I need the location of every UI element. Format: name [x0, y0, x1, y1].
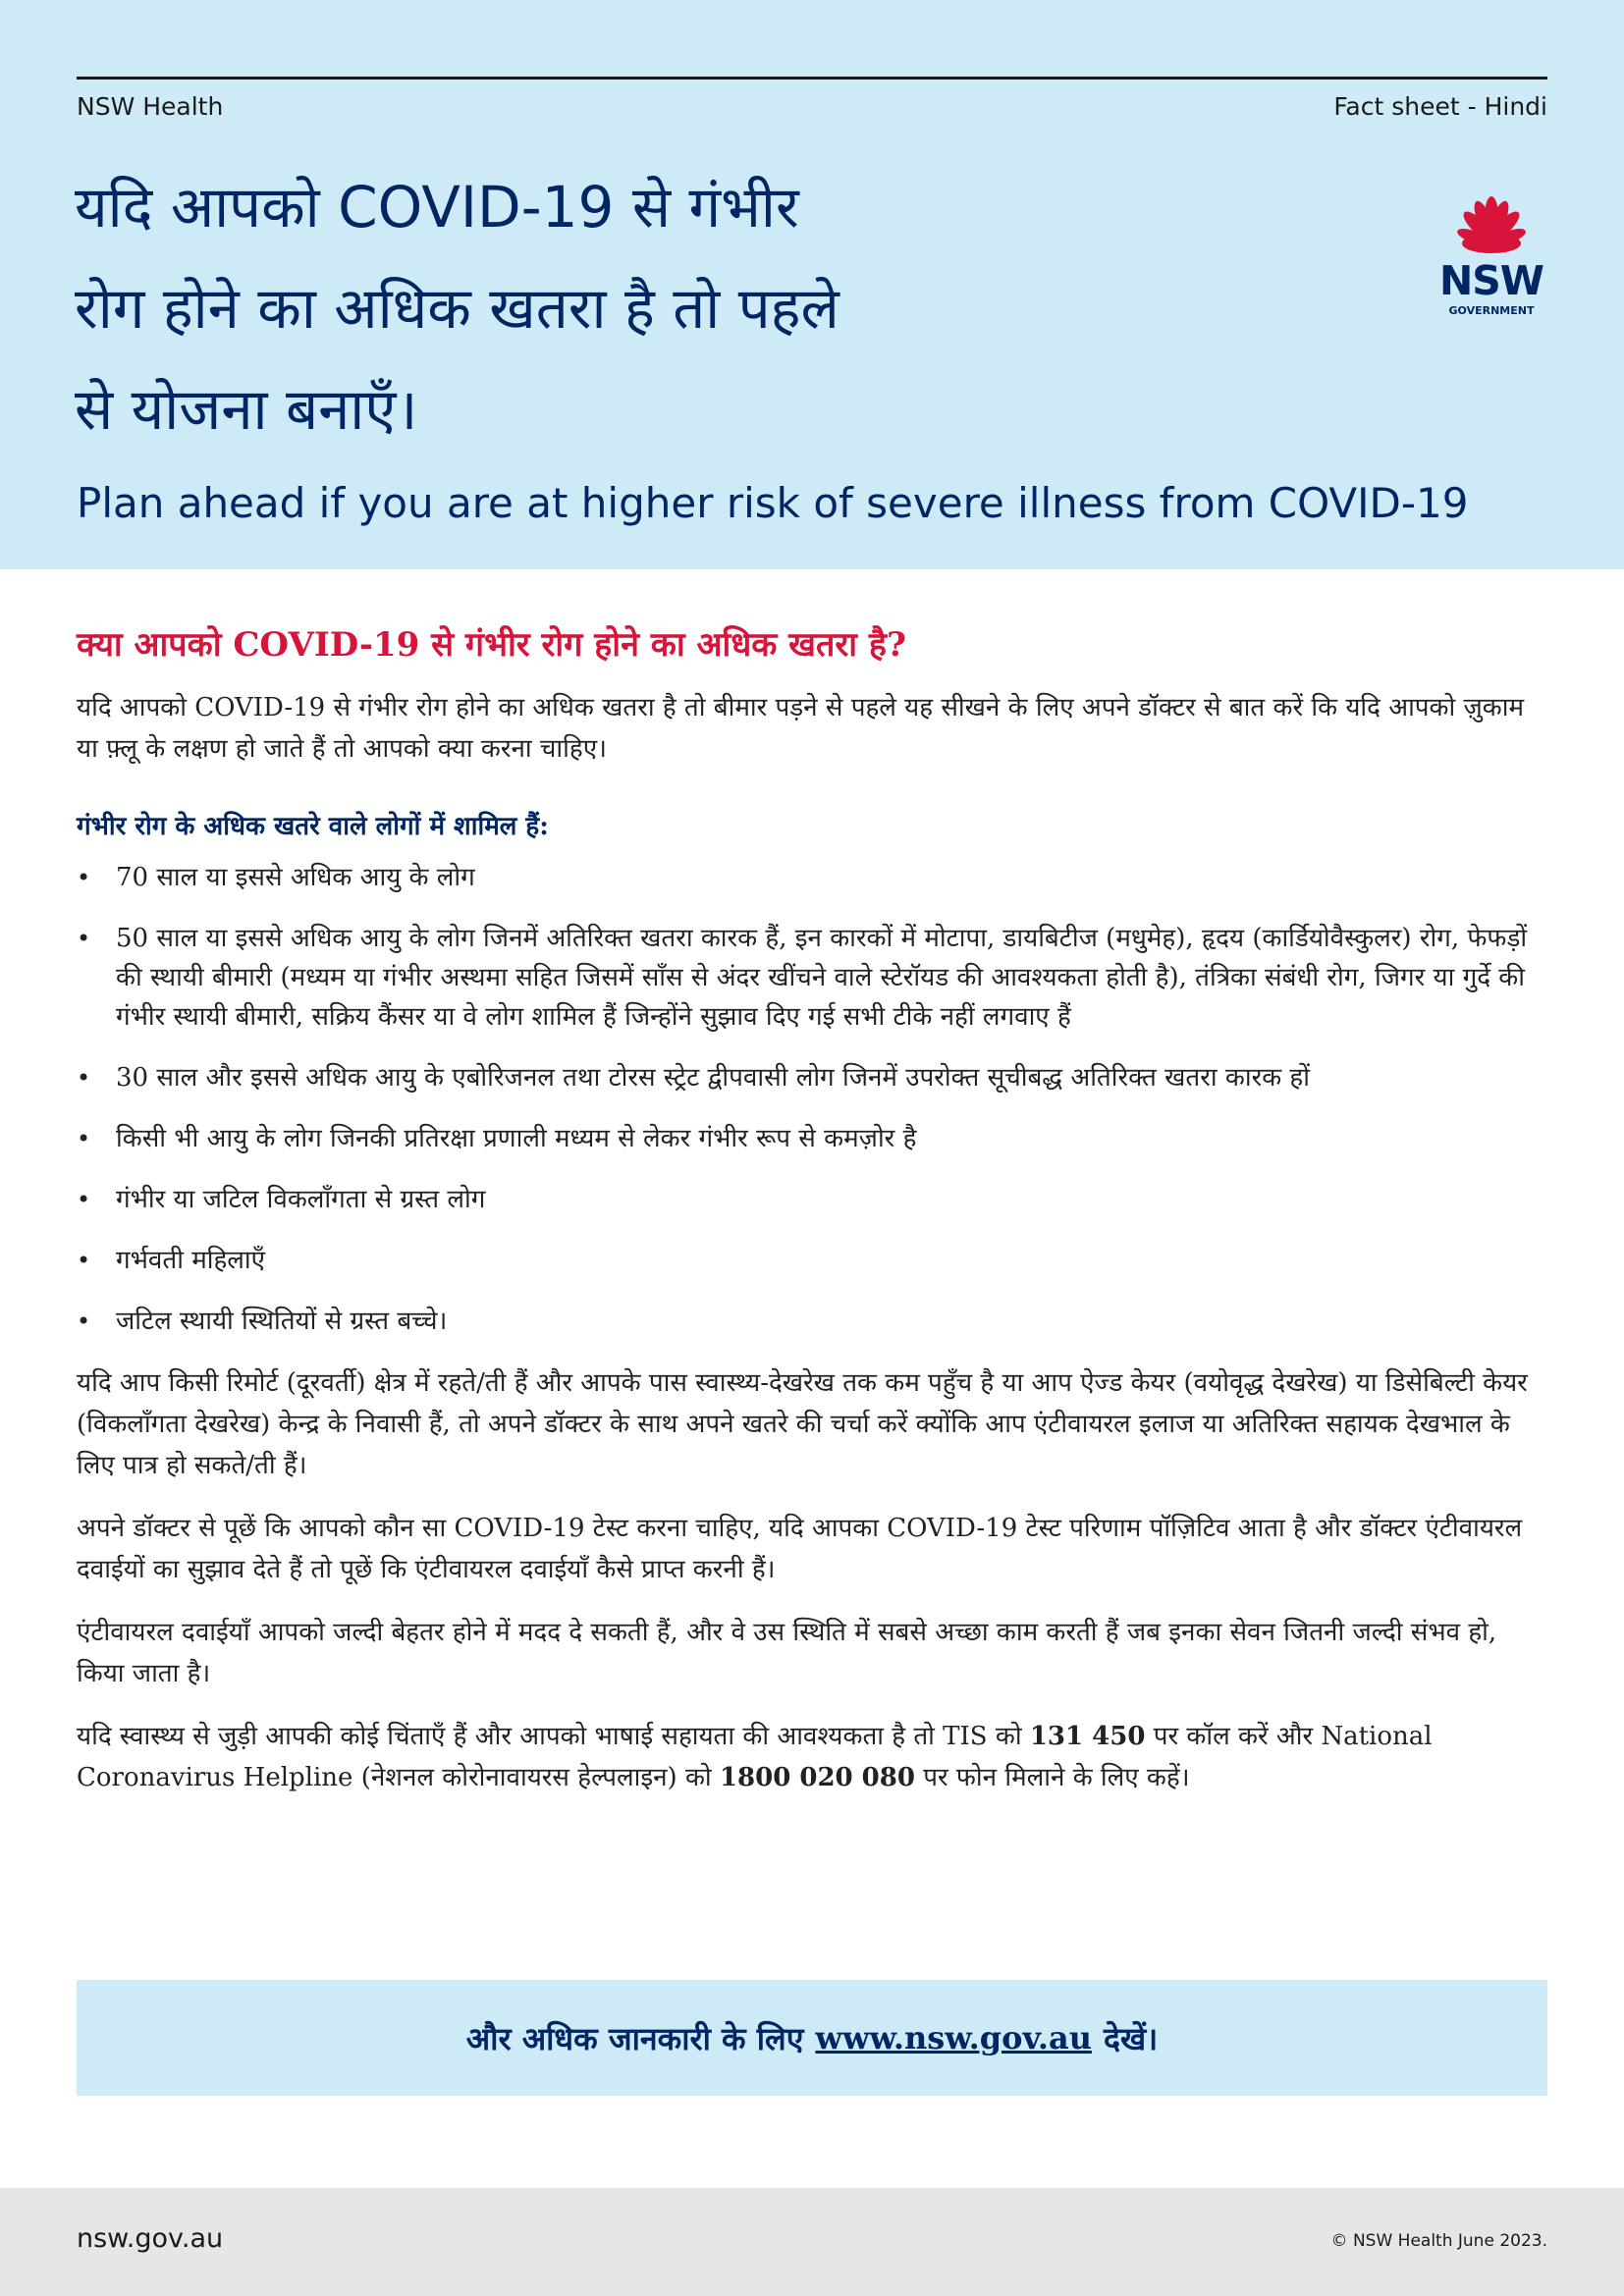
list-item — [77, 1302, 1549, 1341]
bullet-icon: • — [77, 1308, 91, 1335]
list-item-text: जटिल स्थायी स्थितियों से ग्रस्त बच्चे। — [116, 1307, 448, 1336]
list-item-text: किसी भी आयु के लोग जिनकी प्रतिरक्षा प्रणाली मध्यम से लेकर गंभीर रूप से कमज़ोर है — [116, 1124, 917, 1153]
document-type-label: Fact sheet - Hindi — [1333, 92, 1547, 121]
footer-copyright: © NSW Health June 2023. — [1330, 2231, 1547, 2251]
page-title-english: Plan ahead if you are at higher risk of severe illness from COVID-19 — [77, 479, 1469, 527]
helpline-text-2: पर कॉल करें और National Coronavirus Helpline (नेशनल कोरोनावायरस हेल्पलाइन) को — [77, 1722, 1433, 1792]
bullet-icon: • — [77, 864, 91, 891]
more-info-suffix: देखें। — [1103, 2019, 1159, 2057]
list-item-text: 50 साल या इससे अधिक आयु के लोग जिनमें अतिरिक्त खतरा कारक हैं, इन कारकों में मोटापा, डायबिटीज (मधुमेह), हृदय (कार्डियोवैस्कुलर) रोग, फेफड़ों की स्थायी बीमारी (मध्यम या गंभीर अस्थमा सहित जिसमें साँस से अंदर खींचने वाले स्टेरॉयड की आवश्यकता होती है), तंत्रिका संबंधी रोग, जिगर या गुर्दे की गंभीर स्थायी बीमारी, सक्रिय कैंसर या वे लोग शामिल हैं जिन्होंने सुझाव दिए गई सभी टीके नहीं लगवाए हैं — [116, 924, 1528, 1032]
list-item — [77, 919, 1549, 1037]
risk-list — [77, 858, 1549, 1341]
helpline-text-1: यदि स्वास्थ्य से जुड़ी आपकी कोई चिंताएँ हैं और आपको भाषाई सहायता की आवश्यकता है तो TIS को — [77, 1722, 1030, 1751]
list-item-text: 70 साल या इससे अधिक आयु के लोग — [116, 863, 475, 892]
waratah-flower-icon — [1432, 194, 1551, 259]
more-info-box — [77, 1980, 1547, 2096]
intro-paragraph: यदि आपको COVID-19 से गंभीर रोग होने का अधिक खतरा है तो बीमार पड़ने से पहले यह सीखने के लिए अपने डॉक्टर से बात करें कि यदि आपको ज़ुकाम या फ़्लू के लक्षण हो जाते हैं तो आपको क्या करना चाहिए। — [77, 693, 1525, 764]
remote-care-paragraph: यदि आप किसी रिमोर्ट (दूरवर्ती) क्षेत्र में रहते/ती हैं और आपके पास स्वास्थ्य-देखरेख तक कम पहुँच है या आप ऐज्ड केयर (वयोवृद्ध देखरेख) या डिसेबिल्टी केयर (विकलाँगता देखरेख) केन्द्र के निवासी हैं, तो अपने डॉक्टर के साथ अपने खतरे की चर्चा करें क्योंकि आप एंटीवायरल इलाज या अतिरिक्त सहायक देखभाल के लिए पात्र हो सकते/ती हैं। — [77, 1368, 1528, 1480]
list-item — [77, 1241, 1549, 1280]
list-item-text: गंभीर या जटिल विकलाँगता से ग्रस्त लोग — [116, 1185, 486, 1214]
bullet-icon: • — [77, 1064, 91, 1092]
title-line-1: यदि आपको COVID-19 से गंभीर — [75, 174, 799, 240]
list-item — [77, 1119, 1549, 1158]
bullet-icon: • — [77, 1125, 91, 1152]
testing-paragraph: अपने डॉक्टर से पूछें कि आपको कौन सा COVID-19 टेस्ट करना चाहिए, यदि आपका COVID-19 टेस्ट परिणाम पॉज़िटिव आता है और डॉक्टर एंटीवायरल दवाईयों का सुझाव देते हैं तो पूछें कि एंटीवायरल दवाईयाँ कैसे प्राप्त करनी हैं। — [77, 1514, 1523, 1584]
helpline-paragraph — [77, 1716, 1549, 1798]
risk-list-heading: गंभीर रोग के अधिक खतरे वाले लोगों में शामिल हैं: — [77, 812, 549, 841]
tis-phone-number: 131 450 — [1029, 1722, 1146, 1751]
list-item-text: गर्भवती महिलाएँ — [116, 1246, 266, 1275]
logo-wordmark: NSW — [1438, 257, 1544, 304]
footer — [0, 2188, 1624, 2296]
top-rule-divider — [77, 77, 1547, 80]
list-item — [77, 1058, 1549, 1097]
nsw-website-link[interactable]: www.nsw.gov.au — [815, 2019, 1092, 2056]
more-info-prefix: और अधिक जानकारी के लिए — [465, 2019, 804, 2057]
list-item — [77, 858, 1549, 897]
bullet-icon: • — [77, 1186, 91, 1213]
antiviral-paragraph: एंटीवायरल दवाईयाँ आपको जल्दी बेहतर होने में मदद दे सकती हैं, और वे उस स्थिति में सबसे अच्छा काम करती हैं जब इनका सेवन जितनी जल्दी संभव हो, किया जाता है। — [77, 1618, 1497, 1688]
list-item — [77, 1180, 1549, 1219]
title-line-3: से योजना बनाएँ। — [75, 376, 418, 443]
org-name: NSW Health — [77, 92, 224, 121]
section-heading: क्या आपको COVID-19 से गंभीर रोग होने का अधिक खतरा है? — [77, 625, 906, 665]
footer-site-link[interactable]: nsw.gov.au — [77, 2223, 224, 2254]
bullet-icon: • — [77, 1247, 91, 1274]
list-item-text: 30 साल और इससे अधिक आयु के एबोरिजनल तथा टोरस स्ट्रेट द्वीपवासी लोग जिनमें उपरोक्त सूचीबद्ध अतिरिक्त खतरा कारक हों — [116, 1063, 1310, 1093]
logo-subtext: GOVERNMENT — [1448, 304, 1535, 317]
bullet-icon: • — [77, 925, 91, 952]
nsw-government-logo — [1432, 194, 1551, 324]
main-content — [77, 609, 1549, 1820]
page-title-hindi — [75, 157, 1056, 460]
title-line-2: रोग होने का अधिक खतरा है तो पहले — [75, 275, 839, 342]
helpline-text-3: पर फोन मिलाने के लिए कहें। — [914, 1763, 1190, 1792]
helpline-phone-number: 1800 020 080 — [719, 1763, 915, 1792]
